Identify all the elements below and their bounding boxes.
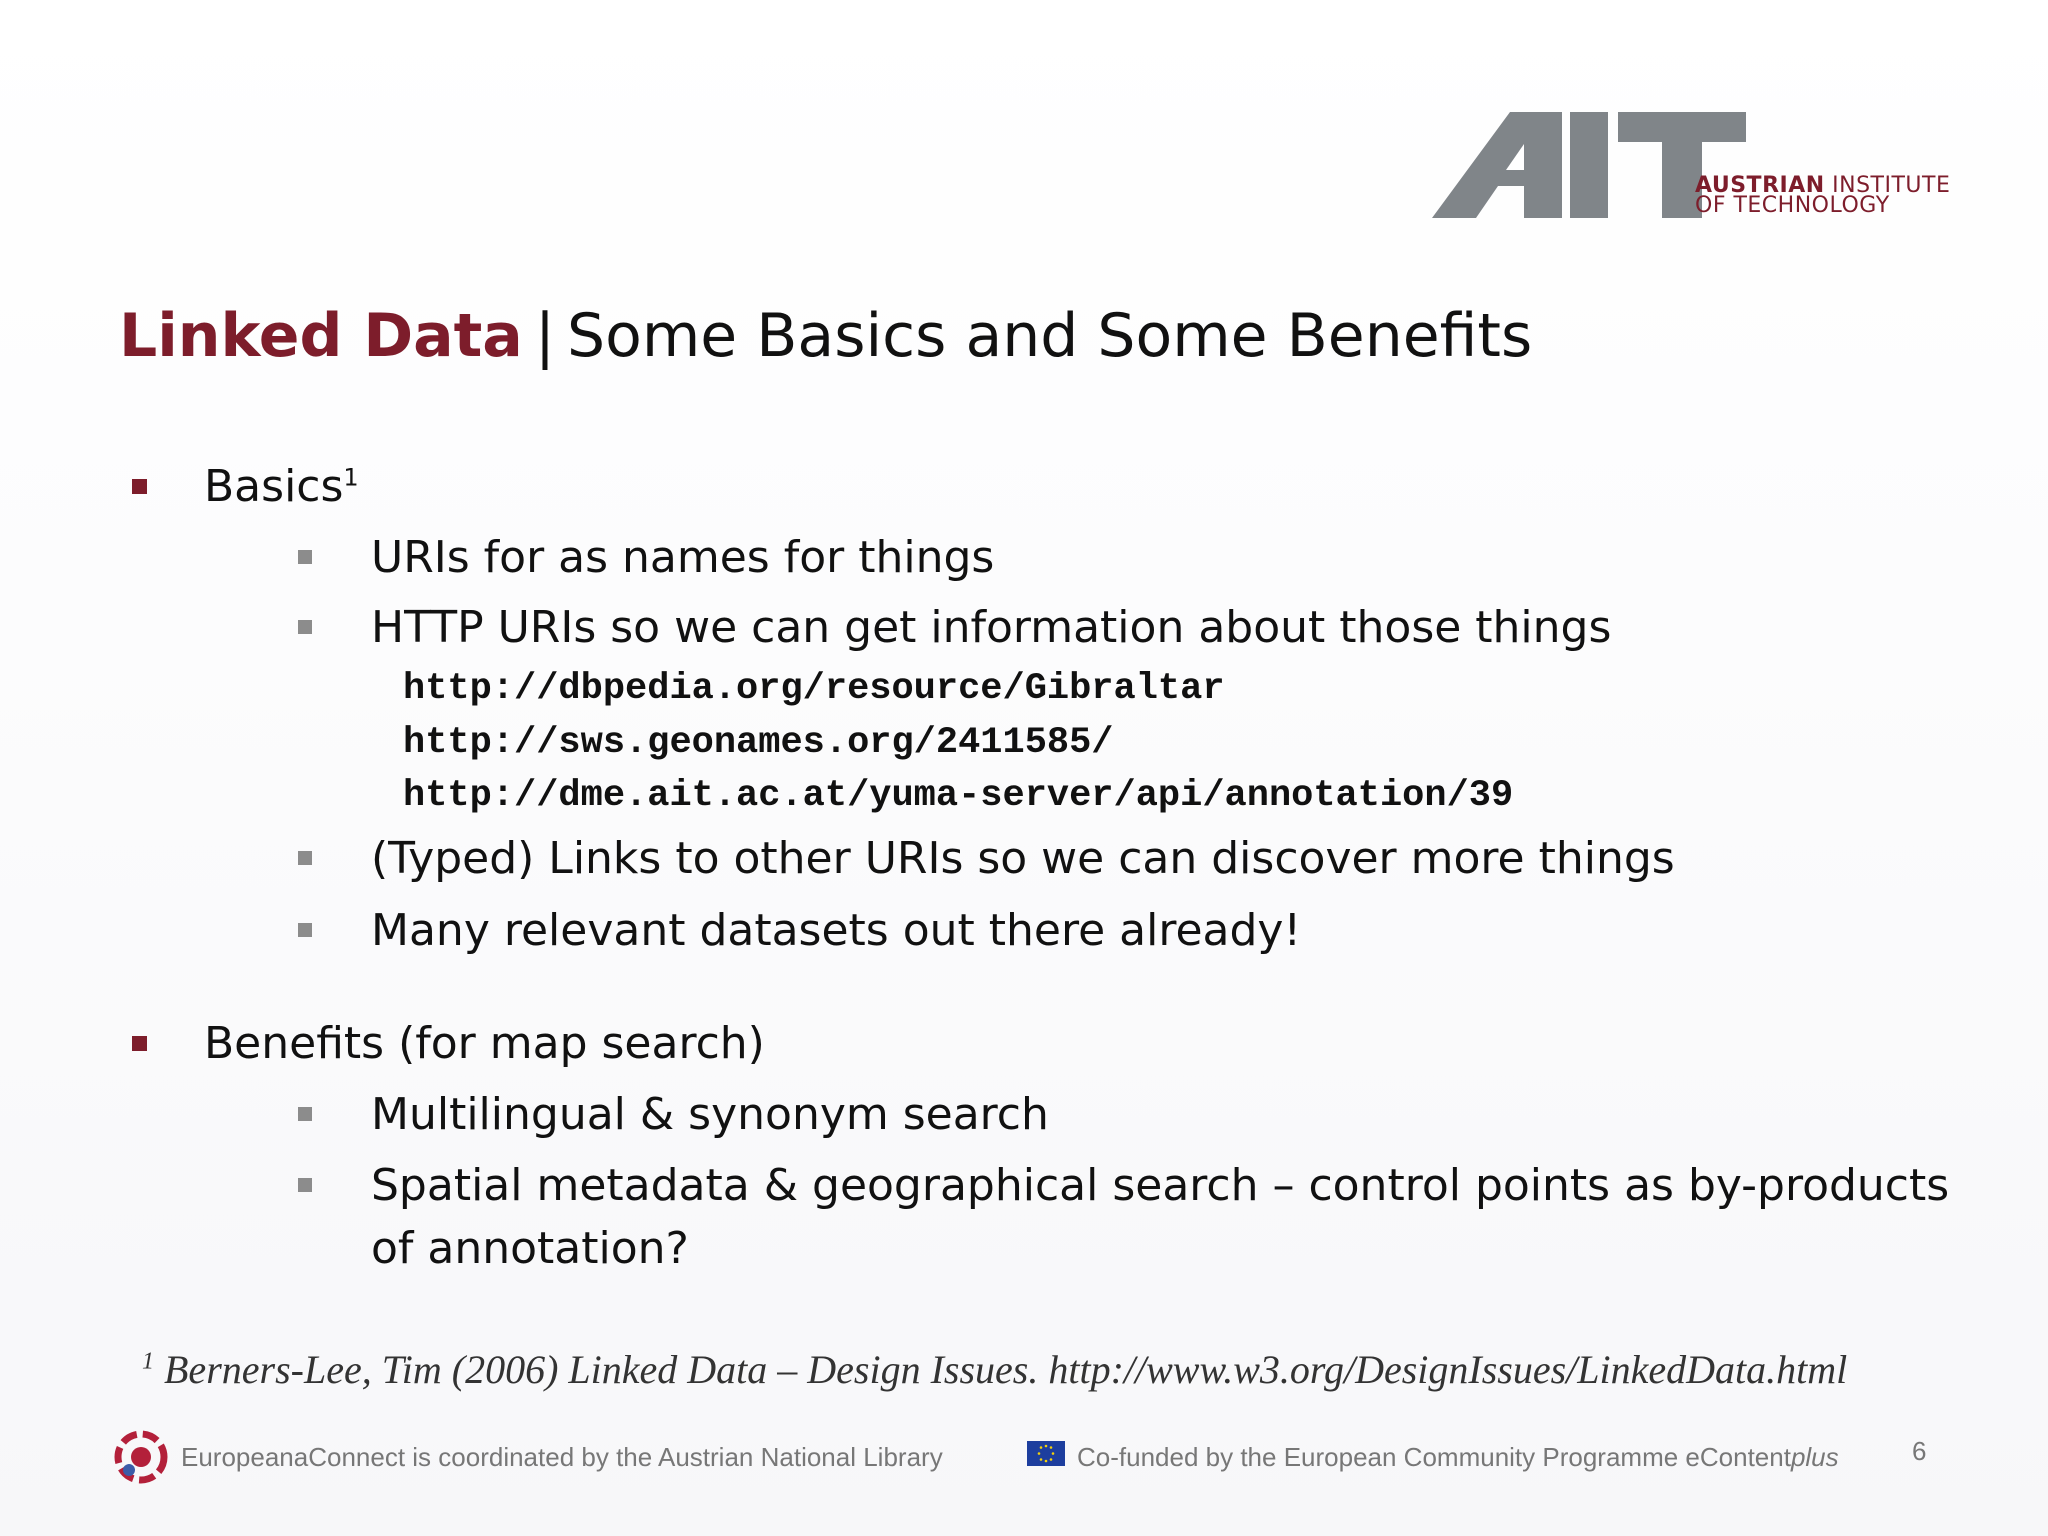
list-item: (Typed) Links to other URIs so we can discover more things bbox=[371, 833, 1675, 884]
list-item: Spatial metadata & geographical search – control points as by-products bbox=[371, 1160, 1950, 1211]
title-accent: Linked Data bbox=[119, 301, 523, 371]
eu-flag-icon bbox=[1027, 1441, 1065, 1466]
bullet-square-red-icon bbox=[132, 1036, 147, 1051]
list-item: HTTP URIs so we can get information about those things bbox=[371, 602, 1612, 653]
bullet-square-red-icon bbox=[132, 479, 147, 494]
section-heading-benefits: Benefits (for map search) bbox=[204, 1018, 765, 1069]
europeana-connect-logo-icon bbox=[114, 1430, 168, 1484]
footer-right-text: Co-funded by the European Community Programme eContentplus bbox=[1077, 1442, 1839, 1472]
slide-title bbox=[119, 296, 1532, 376]
uri-geonames: http://sws.geonames.org/2411585/ bbox=[403, 722, 1114, 764]
section-heading-basics: Basics$^1$ bbox=[204, 461, 359, 512]
bullet-square-grey-icon bbox=[298, 620, 312, 634]
bullet-square-grey-icon bbox=[298, 1107, 312, 1121]
list-item: URIs for as names for things bbox=[371, 532, 995, 583]
title-separator: | bbox=[534, 301, 556, 371]
uri-yuma: http://dme.ait.ac.at/yuma-server/api/annotation/39 bbox=[403, 775, 1514, 817]
list-item: Many relevant datasets out there already! bbox=[371, 905, 1302, 956]
bullet-square-grey-icon bbox=[298, 923, 312, 937]
bullet-square-grey-icon bbox=[298, 550, 312, 564]
footnote: $^1$ Berners-Lee, Tim (2006) Linked Data – Design Issues. http://www.w3.org/DesignIssues/LinkedData.html bbox=[142, 1347, 1848, 1392]
list-item: Multilingual & synonym search bbox=[371, 1089, 1049, 1140]
bullet-square-grey-icon bbox=[298, 1178, 312, 1192]
footer-left-text: EuropeanaConnect is coordinated by the Austrian National Library bbox=[181, 1442, 943, 1472]
ait-logo-tagline: AUSTRIAN INSTITUTE OF TECHNOLOGY bbox=[1695, 173, 1951, 218]
uri-dbpedia: http://dbpedia.org/resource/Gibraltar bbox=[403, 668, 1225, 710]
bullet-square-grey-icon bbox=[298, 851, 312, 865]
title-rest: Some Basics and Some Benefits bbox=[567, 301, 1533, 371]
list-item-continuation: of annotation? bbox=[371, 1223, 689, 1274]
page-number: 6 bbox=[1912, 1436, 1927, 1466]
